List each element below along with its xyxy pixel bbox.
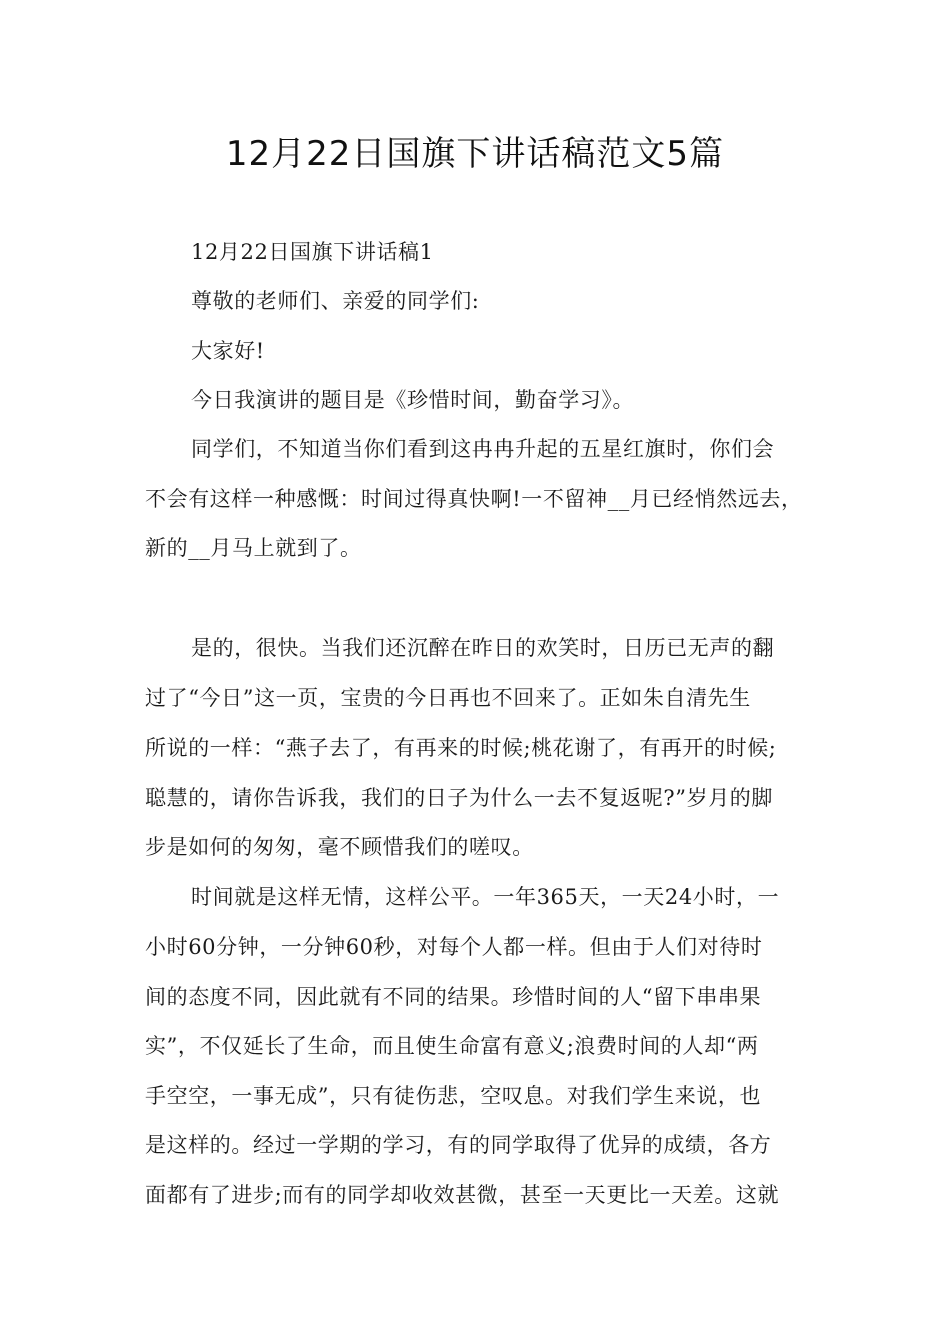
- paragraph-3-line: 时间就是这样无情，这样公平。一年365天，一天24小时，一: [191, 885, 780, 909]
- paragraph-2-line: 是的，很快。当我们还沉醉在昨日的欢笑时，日历已无声的翻: [191, 636, 775, 660]
- section-heading: 12月22日国旗下讲话稿1: [191, 240, 434, 264]
- paragraph-2-line: 聪慧的，请你告诉我，我们的日子为什么一去不复返呢?”岁月的脚: [145, 786, 773, 810]
- paragraph-1-line: 新的__月马上就到了。: [145, 536, 362, 560]
- topic-line: 今日我演讲的题目是《珍惜时间，勤奋学习》。: [191, 388, 635, 412]
- paragraph-3-line: 小时60分钟，一分钟60秒，对每个人都一样。但由于人们对待时: [145, 935, 763, 959]
- salutation: 尊敬的老师们、亲爱的同学们:: [191, 289, 480, 313]
- paragraph-2-line: 步是如何的匆匆，毫不顾惜我们的嗟叹。: [145, 835, 534, 859]
- paragraph-3-line: 实”，不仅延长了生命，而且使生命富有意义;浪费时间的人却“两: [145, 1034, 759, 1058]
- greeting: 大家好!: [191, 339, 265, 363]
- paragraph-3-line: 间的态度不同，因此就有不同的结果。珍惜时间的人“留下串串果: [145, 985, 762, 1009]
- paragraph-2-line: 所说的一样：“燕子去了，有再来的时候;桃花谢了，有再开的时候;: [145, 736, 777, 760]
- document-title: 12月22日国旗下讲话稿范文5篇: [225, 134, 725, 174]
- paragraph-3-line: 是这样的。经过一学期的学习，有的同学取得了优异的成绩，各方: [145, 1133, 772, 1157]
- paragraph-2-line: 过了“今日”这一页，宝贵的今日再也不回来了。正如朱自清先生: [145, 686, 751, 710]
- paragraph-1-line: 不会有这样一种感慨：时间过得真快啊!一不留神__月已经悄然远去，: [145, 487, 803, 511]
- paragraph-3-line: 手空空，一事无成”，只有徒伤悲，空叹息。对我们学生来说，也: [145, 1084, 762, 1108]
- paragraph-1-line: 同学们，不知道当你们看到这冉冉升起的五星红旗时，你们会: [191, 437, 775, 461]
- paragraph-3-line: 面都有了进步;而有的同学却收效甚微，甚至一天更比一天差。这就: [145, 1183, 780, 1207]
